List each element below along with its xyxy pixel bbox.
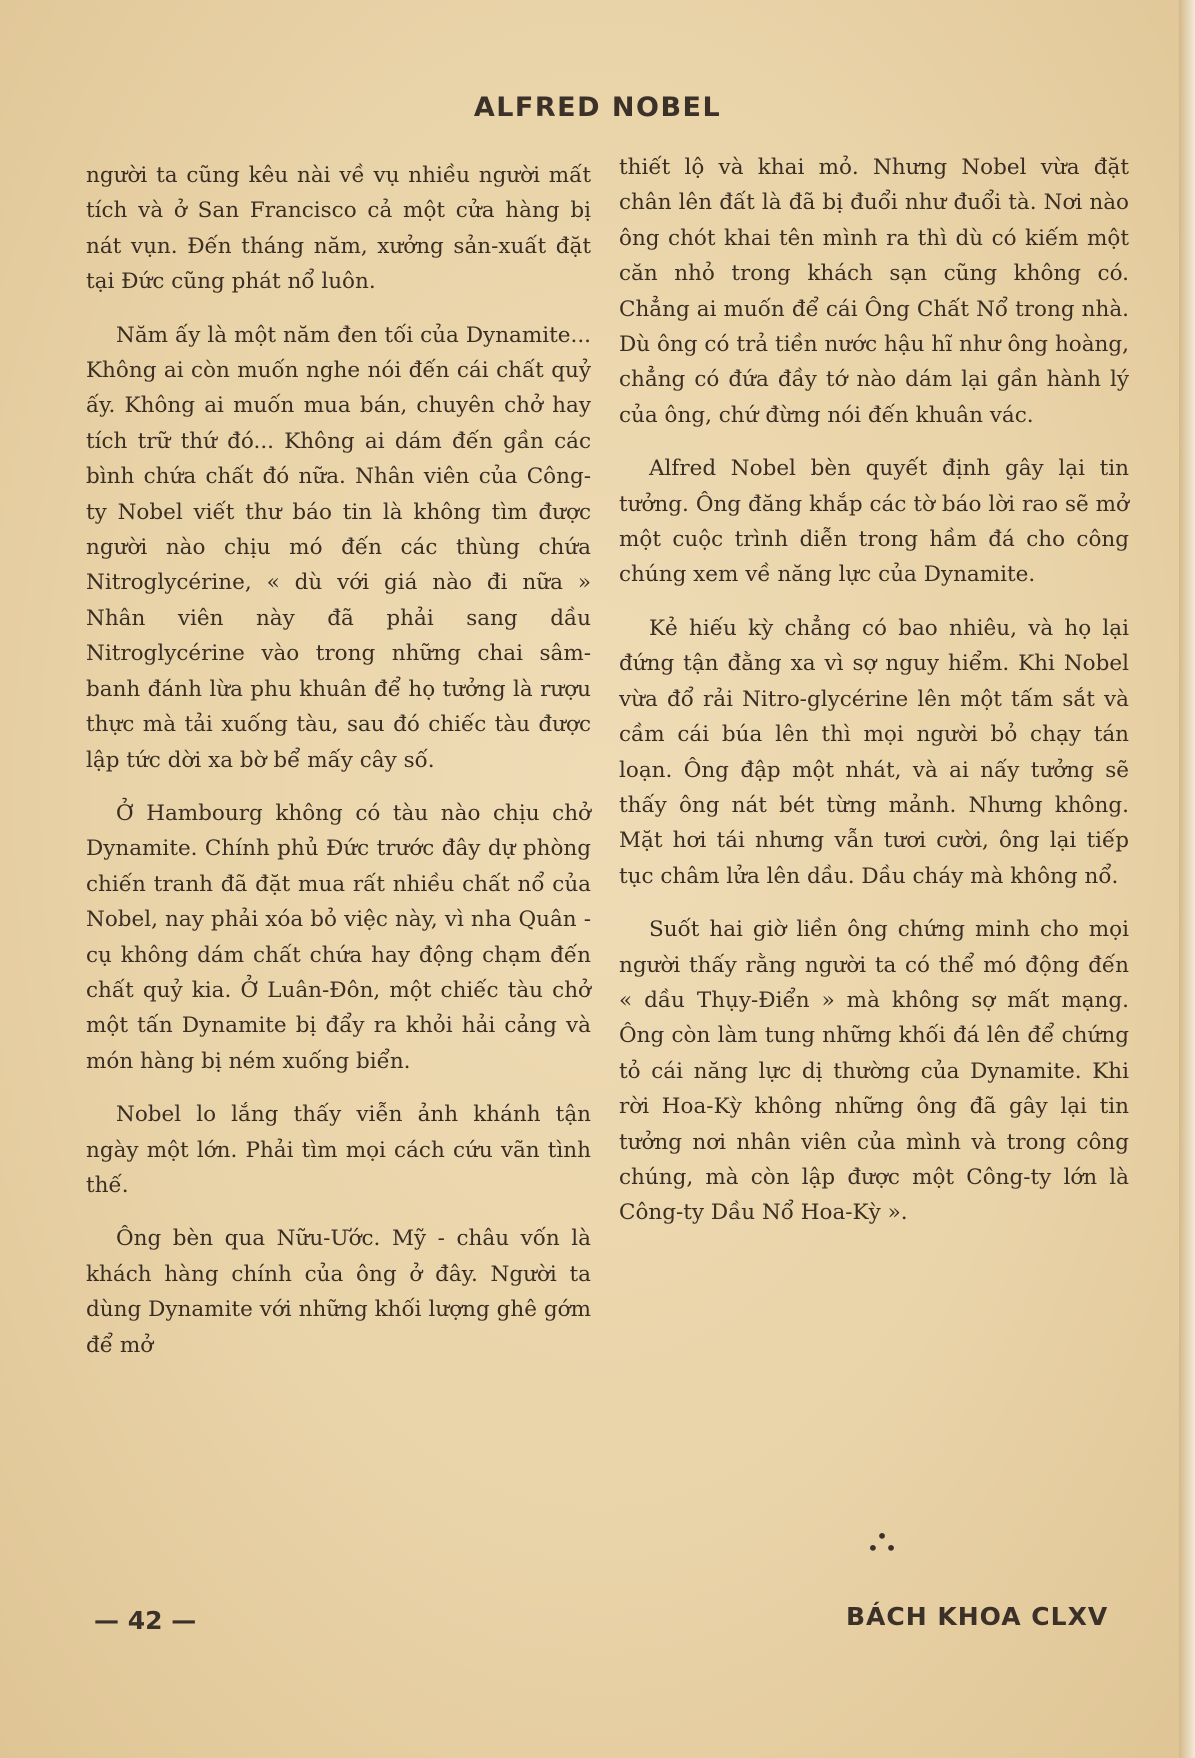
right-paragraph-3: Kẻ hiếu kỳ chẳng có bao nhiêu, và họ lại đứng tận đằng xa vì sợ nguy hiểm. Khi Nobel vừa đổ rải Nitro-glycérine lên một tấm sắt và cầm cái búa lên thì mọi người bỏ chạy tán loạn. Ông đập một nhát, và ai nấy tưởng sẽ thấy ông nát bét từng mảnh. Nhưng không. Mặt hơi tái nhưng vẫn tươi cười, ông lại tiếp tục châm lửa lên dầu. Dầu cháy mà không nổ. bbox=[619, 615, 1129, 889]
publication-name: BÁCH KHOA CLXV bbox=[846, 1602, 1109, 1631]
left-paragraph-2: Năm ấy là một năm đen tối của Dynamite... Không ai còn muốn nghe nói đến cái chất quỷ ấy. Không ai muốn mua bán, chuyên chở hay tích trữ thứ đó... Không ai dám đến gần các bình chứa chất đó nữa. Nhân viên của Công-ty Nobel viết thư báo tin là không tìm được người nào chịu mó đến các thùng chứa Nitroglycérine, « dù với giá nào đi nữa » Nhân viên này đã phải sang dầu Nitroglycérine vào trong những chai sâm-banh đánh lừa phu khuân để họ tưởng là rượu thực mà tải xuống tàu, sau đó chiếc tàu được lập tức dời xa bờ bể mấy cây số. bbox=[86, 322, 591, 773]
left-paragraph-5: Ông bèn qua Nữu-Ước. Mỹ - châu vốn là khách hàng chính của ông ở đây. Người ta dùng Dynamite với những khối lượng ghê gớm để mở bbox=[86, 1226, 591, 1358]
left-paragraph-3: Ở Hambourg không có tàu nào chịu chở Dynamite. Chính phủ Đức trước đây dự phòng chiến tranh đã đặt mua rất nhiều chất nổ của Nobel, nay phải xóa bỏ việc này, vì nha Quân - cụ không dám chất chứa hay động chạm đến chất quỷ kia. Ở Luân-Đôn, một chiếc tàu chở một tấn Dynamite bị đẩy ra khỏi hải cảng và món hàng bị ném xuống biển. bbox=[86, 800, 591, 1074]
left-paragraph-4: Nobel lo lắng thấy viễn ảnh khánh tận ngày một lớn. Phải tìm mọi cách cứu vãn tình thế. bbox=[86, 1102, 591, 1198]
right-column bbox=[619, 150, 1129, 1249]
left-column bbox=[86, 158, 591, 1381]
right-paragraph-1: thiết lộ và khai mỏ. Nhưng Nobel vừa đặt chân lên đất là đã bị đuổi như đuổi tà. Nơi nào ông chót khai tên mình ra thì dù có kiếm một căn nhỏ trong khách sạn cũng không có. Chẳng ai muốn để cái Ông Chất Nổ trong nhà. Dù ông có trả tiền nước hậu hĩ như ông hoàng, chẳng có đứa đầy tớ nào dám lại gần hành lý của ông, chứ đừng nói đến khuân vác. bbox=[619, 155, 1129, 428]
page-number: — 42 — bbox=[94, 1606, 197, 1635]
right-paragraph-2: Alfred Nobel bèn quyết định gây lại tin tưởng. Ông đăng khắp các tờ báo lời rao sẽ mở một cuộc trình diễn trong hầm đá cho công chúng xem về năng lực của Dynamite. bbox=[619, 456, 1129, 588]
section-separator: • • • bbox=[867, 1524, 897, 1560]
page-edge bbox=[1179, 0, 1195, 1758]
left-paragraph-1: người ta cũng kêu nài về vụ nhiều người mất tích và ở San Francisco cả một cửa hàng bị nát vụn. Đến tháng năm, xưởng sản-xuất đặt tại Đức cũng phát nổ luôn. bbox=[86, 163, 591, 295]
running-title: ALFRED NOBEL bbox=[473, 92, 722, 123]
right-paragraph-4: Suốt hai giờ liền ông chứng minh cho mọi người thấy rằng người ta có thể mó động đến « dầu Thụy-Điển » mà không sợ mất mạng. Ông còn làm tung những khối đá lên để chứng tỏ cái năng lực dị thường của Dynamite. Khi rời Hoa-Kỳ không những ông đã gây lại tin tưởng nơi nhân viên của mình và trong công chúng, mà còn lập được một Công-ty lớn là Công-ty Dầu Nổ Hoa-Kỳ ». bbox=[619, 917, 1129, 1226]
